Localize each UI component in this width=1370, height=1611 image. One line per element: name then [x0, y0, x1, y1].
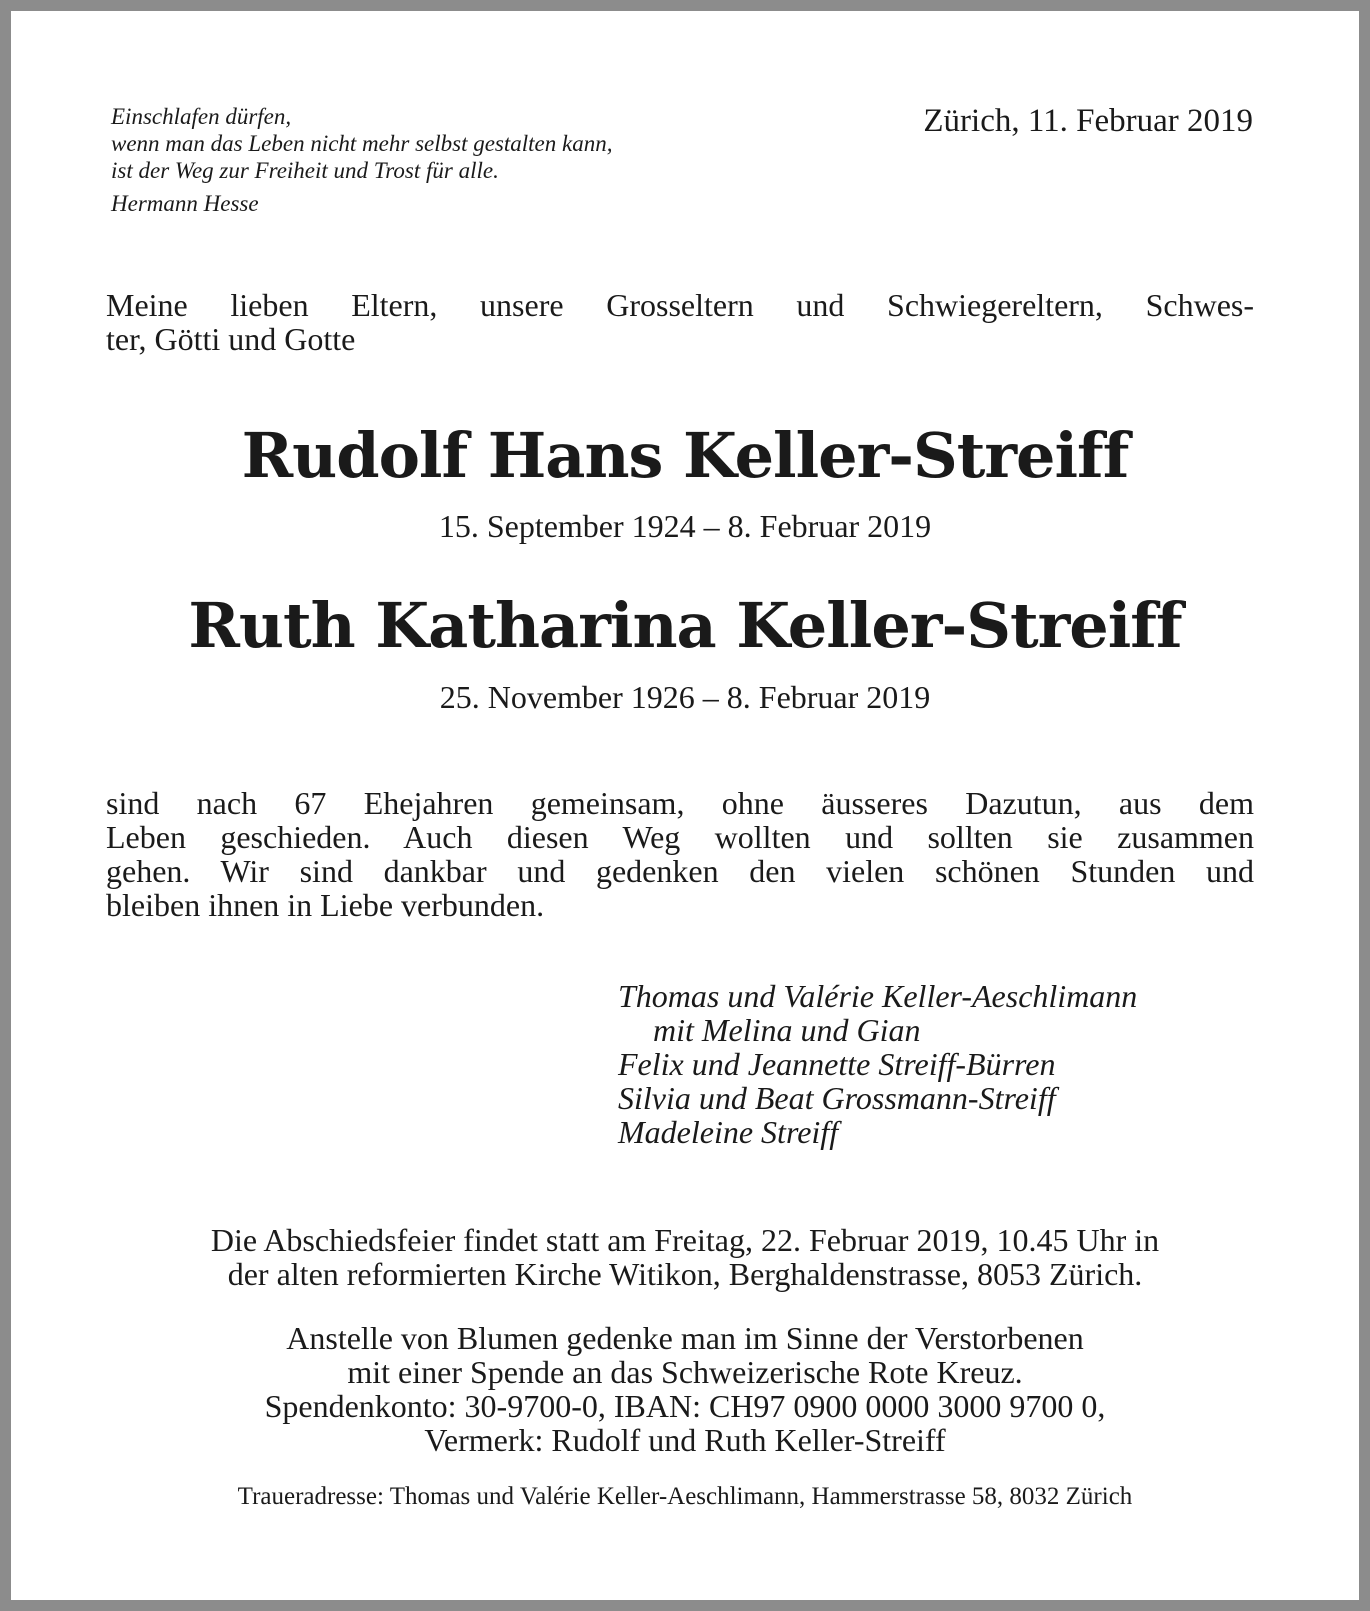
signer: Silvia und Beat Grossmann-Streiff — [618, 1080, 1056, 1116]
deceased-name-1: Rudolf Hans Keller-Streiff — [241, 419, 1129, 492]
deceased-dates-2: 25. November 1926 – 8. Februar 2019 — [439, 679, 931, 715]
donation-line: Anstelle von Blumen gedenke man im Sinne der Verstorbenen — [286, 1320, 1084, 1356]
donation-info — [11, 1321, 1359, 1457]
signer: mit Melina und Gian — [653, 1012, 921, 1048]
place-date: Zürich, 11. Februar 2019 — [923, 103, 1253, 139]
ceremony-line: der alten reformierten Kirche Witikon, Berghaldenstrasse, 8053 Zürich. — [227, 1256, 1143, 1292]
donation-line: mit einer Spende an das Schweizerische Rote Kreuz. — [347, 1354, 1023, 1390]
ceremony-info — [11, 1223, 1359, 1291]
body-line: Leben geschieden. Auch diesen Weg wollten und sollten sie zusammen — [106, 819, 1254, 855]
intro-line: Meine lieben Eltern, unsere Grosseltern und Schwiegereltern, Schwes- — [106, 287, 1254, 323]
donation-line: Spendenkonto: 30-9700-0, IBAN: CH97 0900 0000 3000 9700 0, — [264, 1388, 1106, 1424]
body-line: bleiben ihnen in Liebe verbunden. — [106, 887, 545, 923]
signers-list — [618, 979, 1137, 1149]
deceased-name-2: Ruth Katharina Keller-Streiff — [188, 589, 1182, 662]
ceremony-line: Die Abschiedsfeier findet statt am Freitag, 22. Februar 2019, 10.45 Uhr in — [210, 1222, 1160, 1258]
motto-quote — [111, 103, 612, 184]
signer: Thomas und Valérie Keller-Aeschlimann — [618, 978, 1138, 1014]
signer: Madeleine Streiff — [618, 1114, 839, 1150]
body-line: sind nach 67 Ehejahren gemeinsam, ohne äusseres Dazutun, aus dem — [106, 785, 1254, 821]
deceased-dates-1: 15. September 1924 – 8. Februar 2019 — [438, 508, 932, 544]
donation-line: Vermerk: Rudolf und Ruth Keller-Streiff — [424, 1422, 946, 1458]
motto-author: Hermann Hesse — [111, 191, 259, 216]
motto-line: ist der Weg zur Freiheit und Trost für alle. — [111, 158, 499, 183]
motto-line: wenn man das Leben nicht mehr selbst gestalten kann, — [111, 131, 613, 156]
body-line: gehen. Wir sind dankbar und gedenken den vielen schönen Stunden und — [106, 853, 1254, 889]
body-text — [106, 786, 1254, 922]
signer: Felix und Jeannette Streiff-Bürren — [618, 1046, 1056, 1082]
mourning-address: Traueradresse: Thomas und Valérie Keller-Aeschlimann, Hammerstrasse 58, 8032 Zürich — [237, 1483, 1133, 1510]
motto-line: Einschlafen dürfen, — [111, 104, 292, 129]
intro-line: ter, Götti und Gotte — [106, 321, 356, 357]
obituary-page — [11, 11, 1359, 1600]
intro-text — [106, 288, 1254, 356]
